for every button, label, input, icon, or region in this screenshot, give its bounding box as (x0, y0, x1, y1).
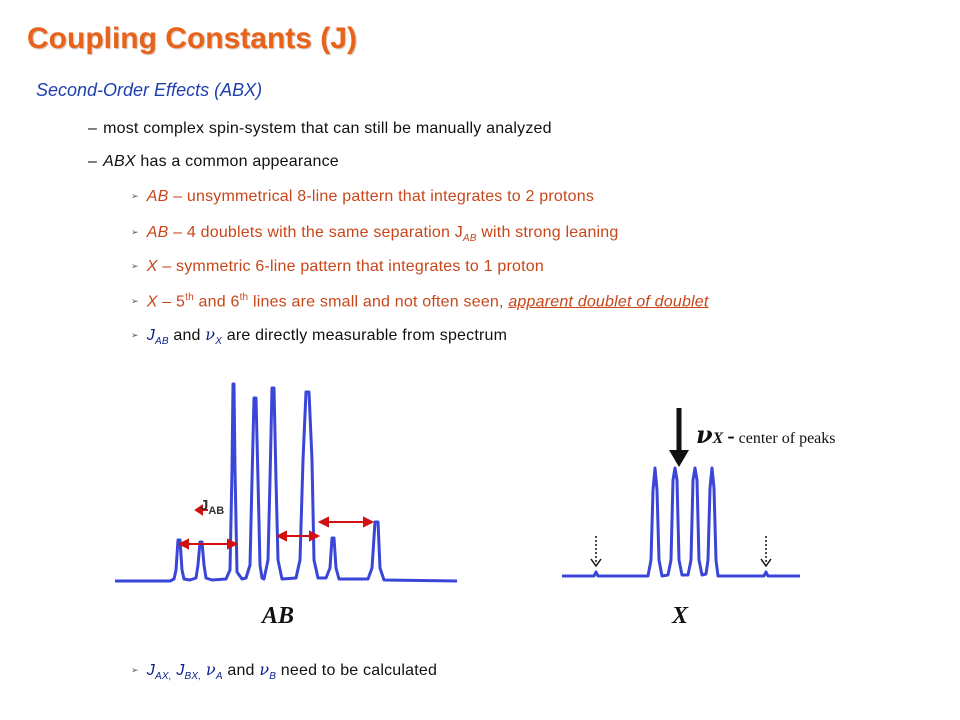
bullet-text: need to be calculated (276, 662, 438, 679)
bullet-x-6-line (131, 258, 544, 276)
point-complex-spin-system (88, 120, 552, 138)
bullet-subscript: X (215, 336, 223, 348)
x-spectrum-trace (562, 468, 800, 576)
dash-marker: – (88, 120, 98, 137)
bullet-text: – unsymmetrical 8-line pattern that integrates to 2 protons (168, 188, 595, 205)
bullet-nu: ν (205, 325, 216, 344)
bullet-text: and (222, 662, 260, 679)
abx-spectrum-figure (100, 360, 820, 620)
point-italic: ABX (103, 153, 136, 170)
nu-x-center-label (696, 420, 836, 449)
nu-symbol: ν (696, 420, 713, 449)
bullet-ab-8-line (131, 188, 594, 206)
bullet-underlined: apparent doublet of doublet (508, 293, 709, 311)
bullet-subscript: AX, (154, 671, 172, 683)
jab-figure-label (200, 497, 224, 517)
bullet-directly-measurable (131, 325, 507, 347)
bullet-j: J (171, 662, 185, 679)
point-text: has a common appearance (135, 153, 339, 170)
small-peak-arrows (591, 536, 771, 566)
bullet-subscript: A (215, 671, 223, 683)
bullet-text: and 6 (193, 293, 240, 311)
bullet-arrow-icon: ➢ (131, 330, 139, 340)
bullet-subscript: B (269, 671, 277, 683)
bullet-ab-doublets (131, 224, 619, 244)
bullet-arrow-icon: ➢ (131, 261, 139, 271)
bullet-superscript: th (185, 292, 194, 303)
jab-sub: AB (208, 505, 225, 517)
nu-description: center of peaks (738, 430, 836, 447)
bullet-text: lines are small and not often seen, (248, 293, 509, 311)
bullet-j: J (146, 662, 155, 679)
ab-pattern-label: AB (262, 603, 295, 629)
slide-title: Coupling Constants (J) (27, 22, 357, 55)
bullet-arrow-icon: ➢ (131, 665, 139, 675)
bullet-subscript: BX, (184, 671, 202, 683)
ab-spectrum-trace (115, 384, 457, 581)
dash-marker: – (88, 153, 98, 170)
bullet-subscript: AB (462, 233, 477, 245)
bullet-text: – symmetric 6-line pattern that integrates to 1 proton (157, 258, 544, 275)
bullet-nu: ν (259, 660, 270, 679)
bullet-italic: AB (146, 188, 169, 205)
bullet-text: are directly measurable from spectrum (222, 327, 508, 344)
point-text: most complex spin-system that can still be manually analyzed (103, 120, 552, 137)
bullet-x-small-lines (131, 292, 709, 311)
bullet-nu: ν (205, 660, 216, 679)
bullet-italic: X (146, 258, 158, 275)
bullet-italic: AB (146, 224, 169, 241)
bullet-subscript: AB (154, 336, 169, 348)
x-pattern-label: X (672, 603, 689, 629)
nu-hyphen: - (727, 423, 735, 448)
bullet-text: and (168, 327, 206, 344)
jab-j: J (200, 497, 209, 514)
bullet-text: – 5 (157, 293, 186, 311)
point-abx-appearance (88, 153, 339, 171)
center-arrow-icon (669, 408, 689, 467)
nu-subscript: X (712, 430, 724, 447)
bullet-italic: X (146, 293, 158, 311)
bullet-j: J (146, 327, 155, 344)
bullet-need-calculation (131, 660, 437, 682)
bullet-arrow-icon: ➢ (131, 227, 139, 237)
section-subtitle: Second-Order Effects (ABX) (36, 80, 263, 100)
bullet-arrow-icon: ➢ (131, 191, 139, 201)
bullet-superscript: th (239, 292, 249, 303)
bullet-arrow-icon: ➢ (131, 296, 139, 307)
bullet-text: with strong leaning (476, 224, 619, 241)
bullet-text: – 4 doublets with the same separation J (168, 224, 463, 241)
